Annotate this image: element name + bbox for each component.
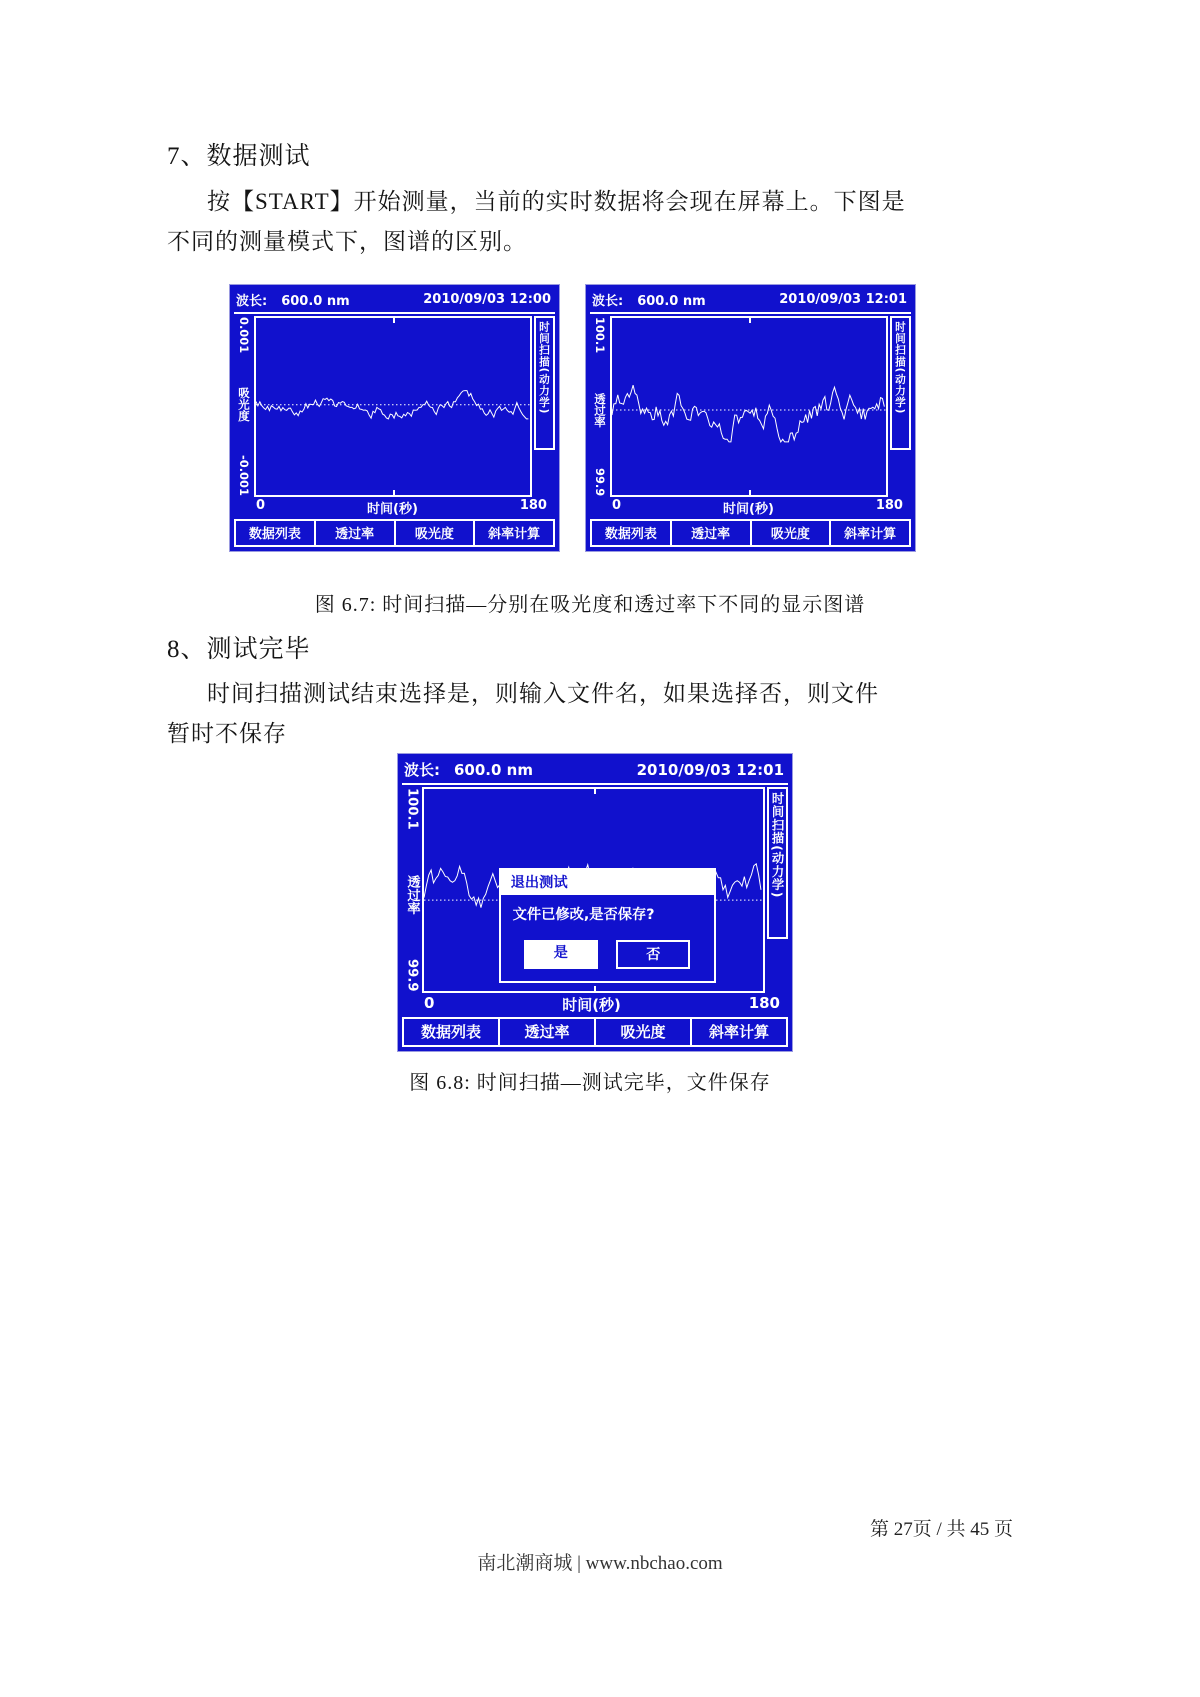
x-axis-title: 时间(秒) [562, 996, 621, 1014]
mode-tab [534, 316, 555, 450]
x-axis-title: 时间(秒) [367, 502, 418, 517]
menu-item-slope-calc: 斜率计算 [488, 527, 541, 542]
y-axis-min: 99.9 [404, 959, 420, 992]
datetime-readout: 2010/09/03 12:00 [423, 292, 551, 307]
mode-tab-label: 时间扫描(动力学) [770, 792, 784, 899]
instrument-screen-exit-dialog [397, 753, 793, 1052]
x-axis-max: 180 [519, 498, 547, 513]
paragraph-line: 不同的测量模式下，图谱的区别。 [167, 229, 527, 254]
axis-tick [594, 986, 596, 991]
instrument-screen-transmittance [585, 284, 916, 552]
dialog-title: 退出测试 [501, 870, 714, 895]
figure-6-7-caption: 图 6.7: 时间扫描—分别在吸光度和透过率下不同的显示图谱 [314, 594, 866, 616]
x-axis [590, 497, 911, 518]
menu-item-transmittance: 透过率 [316, 521, 396, 545]
signal-trace [256, 318, 530, 495]
x-axis-min: 0 [424, 994, 435, 1012]
x-axis-title: 时间(秒) [723, 502, 774, 517]
x-axis [402, 993, 788, 1016]
screen-menubar [402, 1017, 788, 1047]
y-axis-title: 透过率 [404, 874, 420, 915]
screen-topbar [402, 758, 788, 785]
screen-body [590, 316, 911, 497]
x-axis [234, 497, 555, 518]
screen-menubar [234, 519, 555, 547]
instrument-screen-absorbance [229, 284, 560, 552]
x-axis-min: 0 [612, 498, 622, 513]
y-axis [402, 787, 422, 993]
section-8-paragraph [167, 674, 1017, 754]
menu-item-data-list: 数据列表 [236, 521, 316, 545]
site-footer: 南北潮商城 | www.nbchao.com [477, 1553, 723, 1574]
datetime-readout: 2010/09/03 12:01 [636, 760, 784, 779]
menu-item-absorbance: 吸光度 [396, 521, 476, 545]
wavelength-value: 600.0 nm [454, 761, 533, 779]
signal-trace [612, 318, 886, 495]
y-axis-max: 100.1 [404, 788, 420, 830]
screen-topbar [590, 289, 911, 314]
axis-tick [749, 318, 751, 323]
no-button: 否 [616, 940, 690, 969]
wavelength-label: 波长: [236, 294, 268, 309]
wavelength-value: 600.0 nm [637, 294, 706, 309]
axis-tick [594, 789, 596, 794]
menu-item-transmittance: 透过率 [672, 521, 752, 545]
x-axis-max: 180 [748, 994, 780, 1012]
y-axis-title: 透过率 [593, 393, 607, 428]
axis-tick [393, 318, 395, 323]
axis-tick [393, 490, 395, 495]
y-axis-title: 吸光度 [237, 386, 251, 422]
x-axis-min: 0 [256, 498, 266, 513]
plot-area [422, 787, 765, 993]
section-7-heading: 7、数据测试 [167, 143, 311, 170]
page-number: 第 27页 / 共 45 页 [869, 1519, 1013, 1540]
yes-button: 是 [524, 940, 598, 969]
y-axis-min: 99.9 [593, 467, 607, 496]
mode-tab-label: 时间扫描(动力学) [538, 321, 551, 415]
menu-item-absorbance: 吸光度 [596, 1019, 692, 1045]
wavelength-readout [404, 759, 533, 780]
menu-item-data-list: 数据列表 [404, 1019, 500, 1045]
dialog-message: 文件已修改,是否保存? [512, 906, 655, 923]
menu-item-slope-calc: 斜率计算 [844, 527, 897, 542]
figure-6-8-caption: 图 6.8: 时间扫描—测试完毕，文件保存 [409, 1072, 771, 1094]
menu-item-transmittance: 透过率 [500, 1019, 596, 1045]
screen-body [402, 787, 788, 993]
wavelength-readout [592, 290, 706, 309]
wavelength-value: 600.0 nm [281, 294, 350, 309]
y-axis-max: 100.1 [593, 317, 607, 354]
screen-menubar [590, 519, 911, 547]
mode-tab-label: 时间扫描(动力学) [894, 321, 907, 415]
section-7-paragraph [167, 182, 1017, 262]
y-axis-max: 0.001 [237, 317, 251, 354]
axis-tick [749, 490, 751, 495]
dialog-buttons [501, 928, 714, 981]
screen-topbar [234, 289, 555, 314]
x-axis-max: 180 [875, 498, 903, 513]
wavelength-label: 波长: [592, 294, 624, 309]
wavelength-readout [236, 290, 350, 309]
screen-body [234, 316, 555, 497]
plot-area [254, 316, 532, 497]
wavelength-label: 波长: [404, 761, 440, 779]
datetime-readout: 2010/09/03 12:01 [779, 292, 907, 307]
paragraph-line: 时间扫描测试结束选择是，则输入文件名，如果选择否，则文件 [207, 681, 879, 706]
paragraph-line: 按【START】开始测量，当前的实时数据将会现在屏幕上。下图是 [207, 189, 906, 214]
mode-tab [767, 787, 788, 939]
sidebar-column [532, 316, 555, 497]
sidebar-column [765, 787, 788, 993]
menu-item-absorbance: 吸光度 [752, 521, 832, 545]
sidebar-column [888, 316, 911, 497]
y-axis [590, 316, 610, 497]
y-axis-min: -0.001 [237, 455, 251, 496]
y-axis [234, 316, 254, 497]
mode-tab [890, 316, 911, 450]
section-8-heading: 8、测试完毕 [167, 636, 311, 663]
exit-test-dialog [499, 868, 716, 983]
menu-item-slope-calc: 斜率计算 [708, 1023, 769, 1041]
menu-item-data-list: 数据列表 [592, 521, 672, 545]
plot-area [610, 316, 888, 497]
paragraph-line: 暂时不保存 [167, 721, 287, 746]
